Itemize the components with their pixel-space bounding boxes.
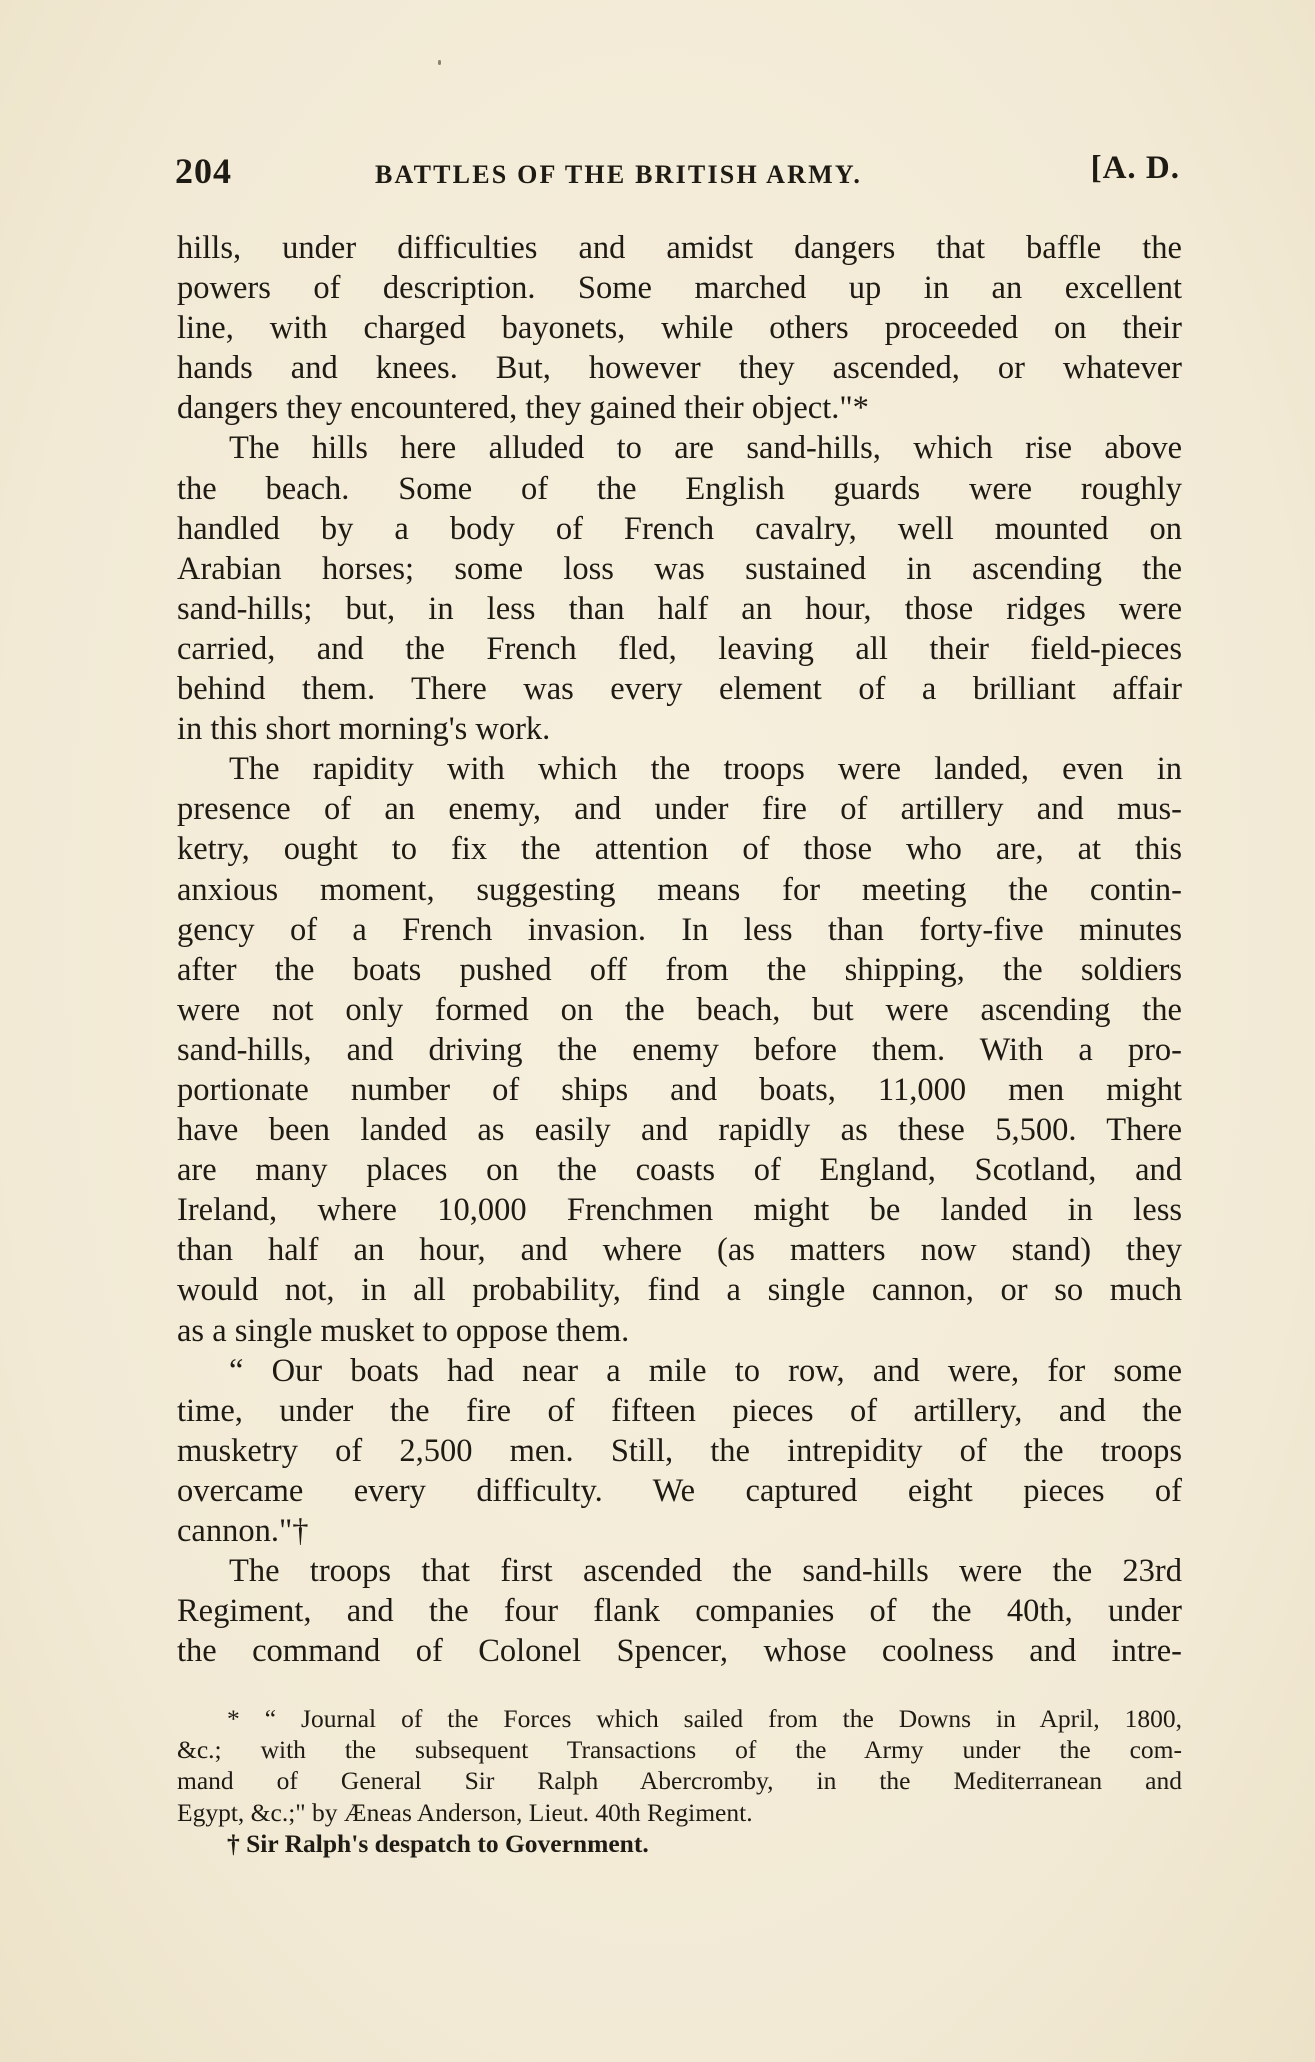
text-line: handled by a body of French cavalry, well mounted on <box>177 510 1182 547</box>
text-line: dangers they encountered, they gained their object."* <box>177 390 869 427</box>
text-line: as a single musket to oppose them. <box>177 1312 630 1349</box>
print-speck <box>438 60 441 65</box>
text-line: The rapidity with which the troops were landed, even in <box>229 751 1182 788</box>
text-line: musketry of 2,500 men. Still, the intrepidity of the troops <box>177 1432 1182 1469</box>
text-line: the beach. Some of the English guards were roughly <box>177 470 1182 507</box>
text-line: time, under the fire of fifteen pieces of artillery, and the <box>177 1392 1182 1429</box>
text-line: have been landed as easily and rapidly as these 5,500. There <box>177 1112 1182 1149</box>
text-line: “ Our boats had near a mile to row, and were, for some <box>229 1352 1182 1389</box>
text-line: ketry, ought to fix the attention of those who are, at this <box>177 831 1182 868</box>
text-line: than half an hour, and where (as matters now stand) they <box>177 1232 1182 1269</box>
text-line: were not only formed on the beach, but were ascending the <box>177 991 1182 1028</box>
text-line: hands and knees. But, however they ascended, or whatever <box>177 350 1182 387</box>
text-line: gency of a French invasion. In less than forty-five minutes <box>177 911 1182 948</box>
footnote-line: Egypt, &c.;" by Æneas Anderson, Lieut. 40th Regiment. <box>177 1797 753 1827</box>
text-line: after the boats pushed off from the shipping, the soldiers <box>177 951 1182 988</box>
text-line: sand-hills, and driving the enemy before them. With a pro- <box>177 1031 1182 1068</box>
text-line: The troops that first ascended the sand-hills were the 23rd <box>229 1553 1182 1590</box>
body-text <box>177 228 1182 1671</box>
text-line: in this short morning's work. <box>177 711 551 748</box>
text-line: Arabian horses; some loss was sustained in ascending the <box>177 550 1182 587</box>
footnote-line: &c.; with the subsequent Transactions of the Army under the com- <box>177 1735 1182 1765</box>
footnote-line: † Sir Ralph's despatch to Government. <box>227 1828 649 1858</box>
text-line: line, with charged bayonets, while others proceeded on their <box>177 310 1182 347</box>
text-line: anxious moment, suggesting means for meeting the contin- <box>177 871 1182 908</box>
running-title: BATTLES OF THE BRITISH ARMY. <box>375 160 863 189</box>
text-line: Ireland, where 10,000 Frenchmen might be landed in less <box>177 1192 1182 1229</box>
footnotes <box>177 1703 1182 1859</box>
text-line: would not, in all probability, find a single cannon, or so much <box>177 1272 1182 1309</box>
text-line: the command of Colonel Spencer, whose coolness and intre- <box>177 1633 1182 1670</box>
text-line: cannon."† <box>177 1513 309 1549</box>
text-line: Regiment, and the four flank companies of the 40th, under <box>177 1593 1182 1630</box>
text-line: hills, under difficulties and amidst dangers that baffle the <box>177 230 1182 266</box>
text-line: overcame every difficulty. We captured eight pieces of <box>177 1472 1182 1509</box>
text-line: sand-hills; but, in less than half an hour, those ridges were <box>177 590 1182 627</box>
text-line: portionate number of ships and boats, 11,000 men might <box>177 1071 1182 1108</box>
running-head-era: [A. D. <box>1090 150 1180 186</box>
text-line: behind them. There was every element of a brilliant affair <box>177 671 1182 708</box>
page-number: 204 <box>175 151 232 191</box>
text-line: presence of an enemy, and under fire of artillery and mus- <box>177 791 1182 828</box>
text-line: are many places on the coasts of England, Scotland, and <box>177 1152 1182 1189</box>
text-line: The hills here alluded to are sand-hills, which rise above <box>229 430 1182 467</box>
footnote-line: mand of General Sir Ralph Abercromby, in the Mediterranean and <box>177 1766 1182 1796</box>
text-line: carried, and the French fled, leaving all their field-pieces <box>177 630 1182 667</box>
running-head <box>175 150 1180 200</box>
footnote-line: * “ Journal of the Forces which sailed from the Downs in April, 1800, <box>227 1704 1182 1733</box>
text-line: powers of description. Some marched up in an excellent <box>177 270 1182 307</box>
